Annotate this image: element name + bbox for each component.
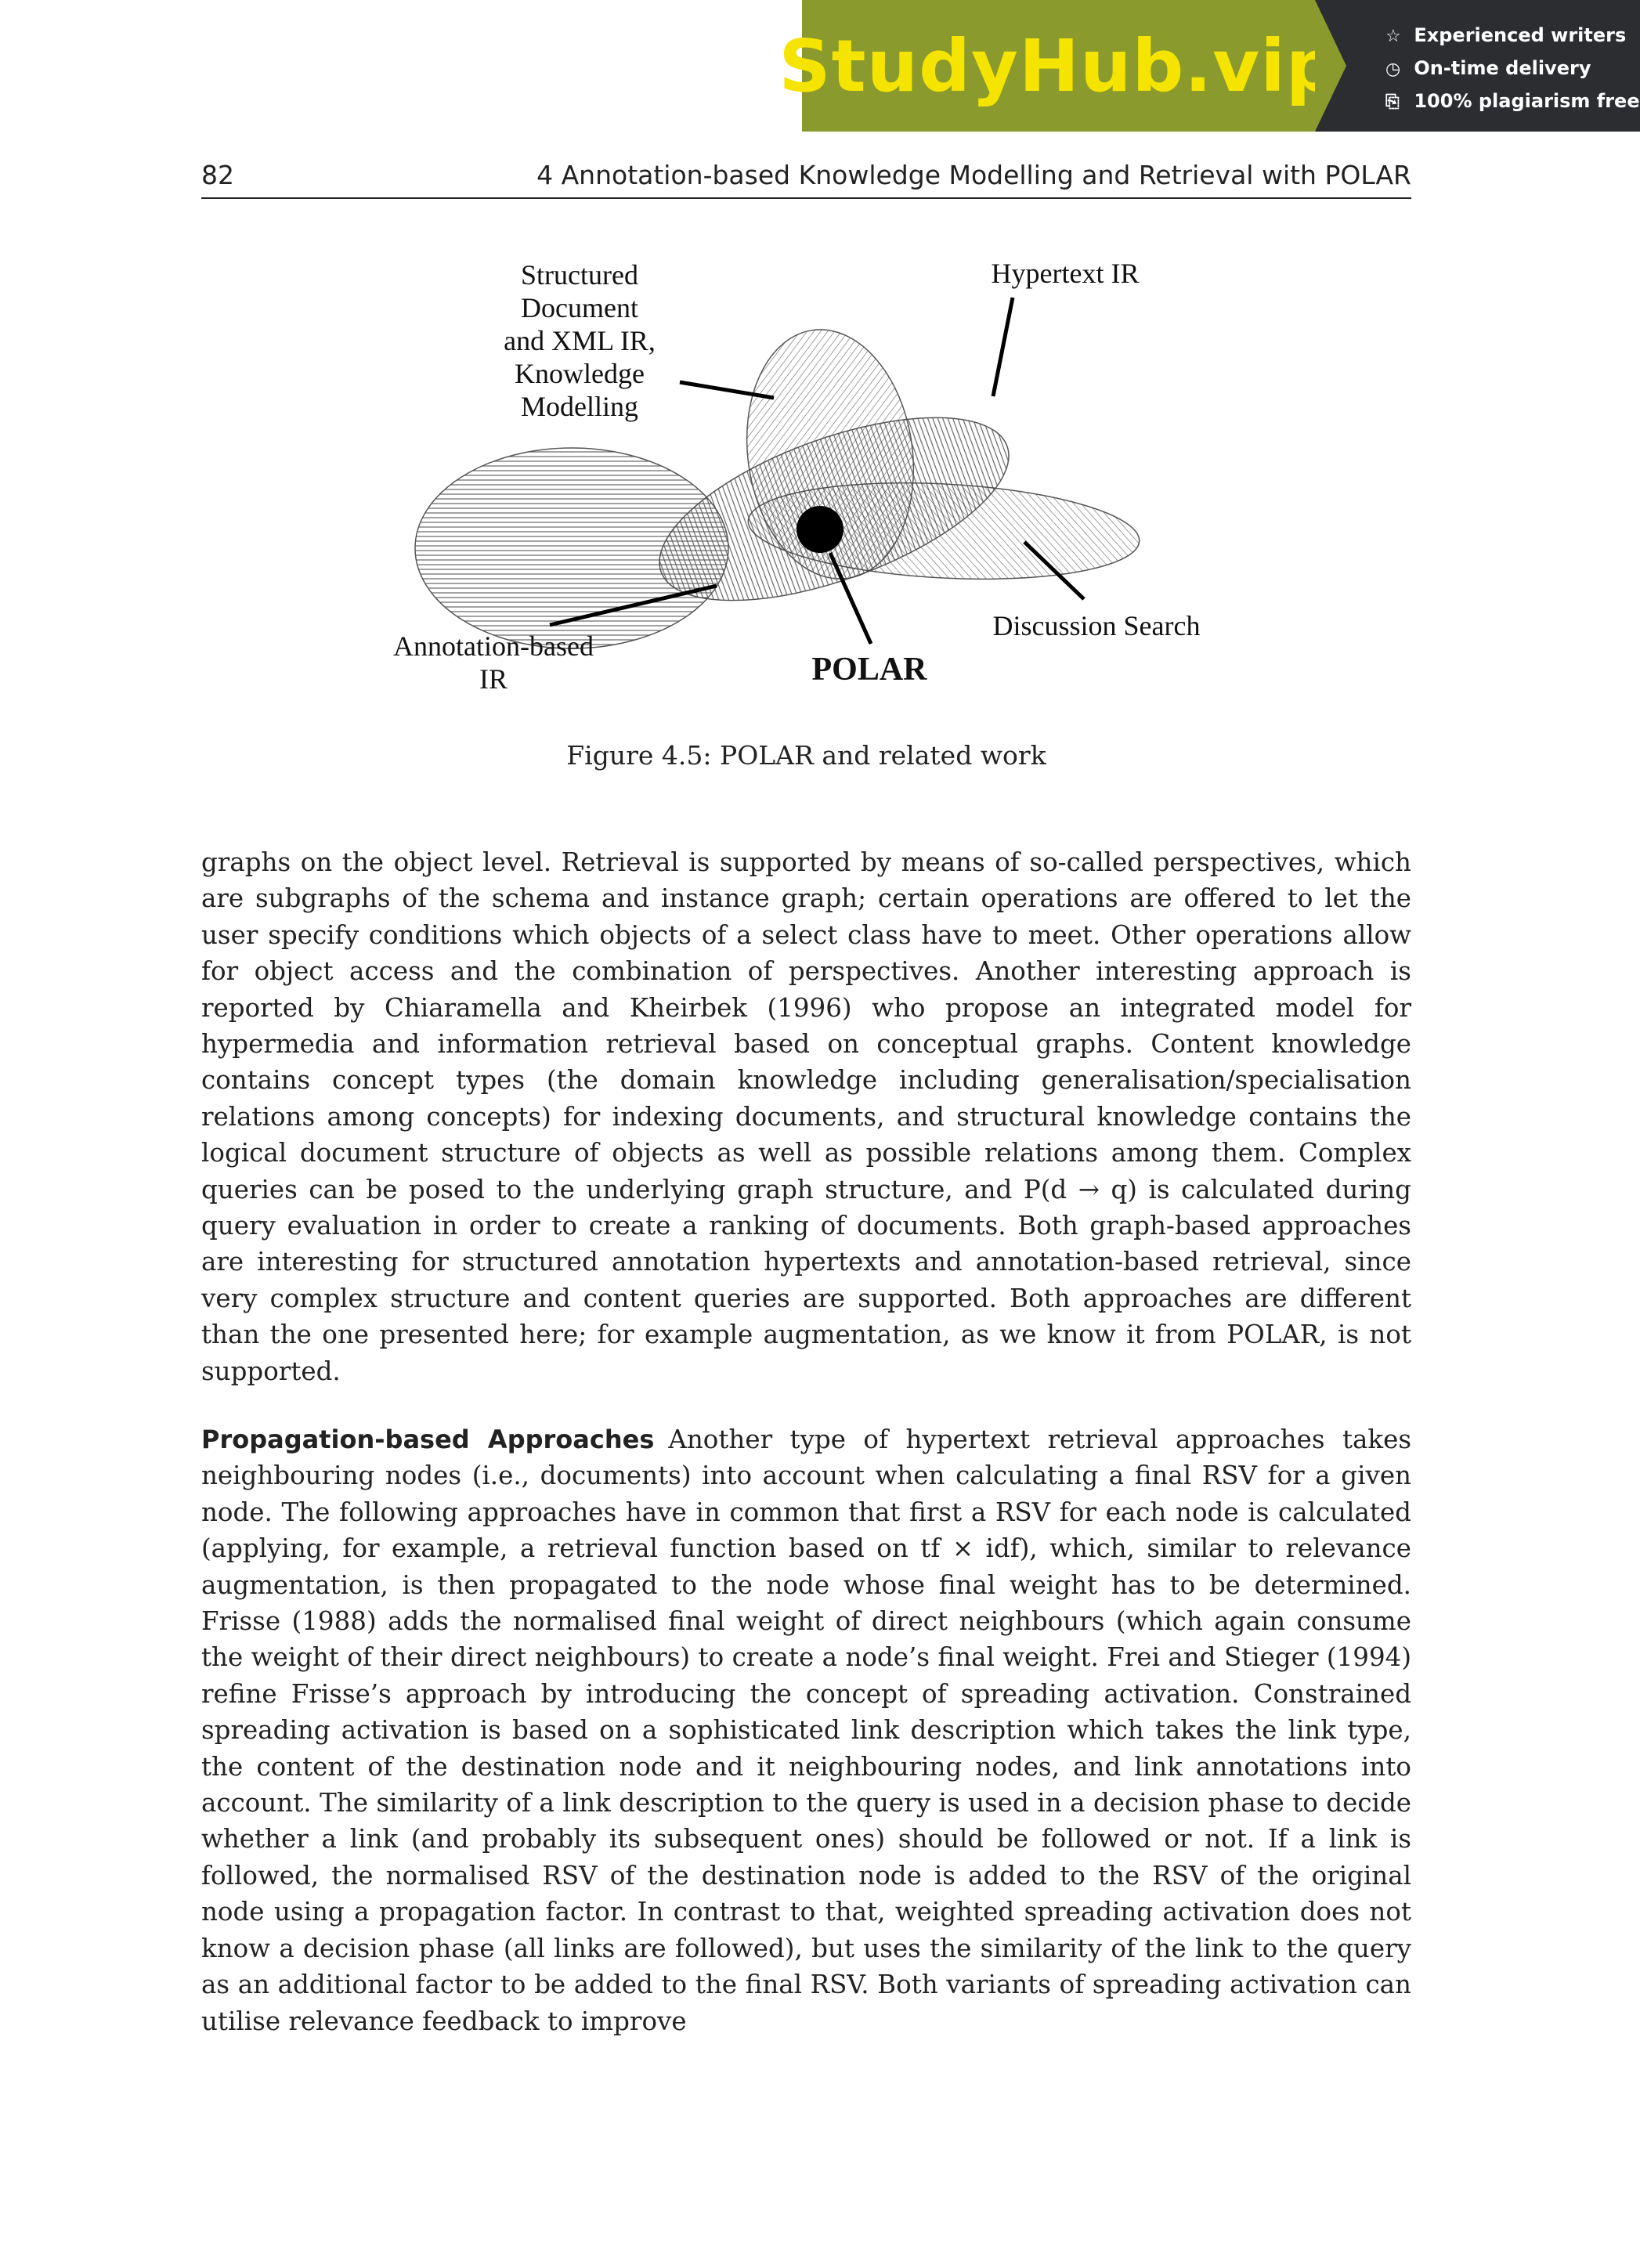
page-header [201, 155, 1411, 199]
feature-item [1385, 85, 1640, 117]
studyhub-logo[interactable] [778, 0, 1338, 132]
running-title: 4 Annotation-based Knowledge Modelling and Retrieval with POLAR [536, 160, 1411, 190]
feature-item [1385, 19, 1640, 52]
pointer-hypertext [993, 298, 1013, 396]
label-line: Document [521, 292, 638, 323]
paragraph-graph-approaches [201, 844, 1411, 1389]
label-structured-document [493, 258, 666, 423]
label-line: Modelling [521, 391, 638, 422]
figure-polar-related-work [345, 243, 1269, 728]
figure-caption: Figure 4.5: POLAR and related work [566, 740, 1046, 771]
logo-text: StudyHub.vip [778, 23, 1338, 108]
label-hypertext-ir: Hypertext IR [991, 258, 1140, 289]
page-number: 82 [201, 160, 234, 190]
label-annotation-ir [376, 630, 611, 695]
paragraph-body [201, 1421, 1411, 2039]
paragraph-propagation-approaches [201, 1421, 1411, 2039]
star-icon: ☆ [1385, 27, 1401, 46]
paragraph-heading: Propagation-based Approaches [201, 1425, 655, 1454]
label-line: Annotation-based [393, 630, 594, 662]
document-icon: ⎘ [1385, 92, 1400, 112]
banner-features [1315, 0, 1640, 132]
label-polar: POLAR [811, 652, 927, 688]
feature-text: On-time delivery [1414, 57, 1591, 79]
label-line: Knowledge [515, 358, 645, 389]
feature-text: Experienced writers [1414, 24, 1627, 46]
label-line: Structured [521, 259, 638, 291]
paragraph-text: Another type of hypertext retrieval approaches takes neighbouring nodes (i.e., documents) into account when calculating a final RSV for a given node. The following approaches have in common that first a RSV for each node is calculated (applying, for example, a retrieval function based on tf × idf), which, similar to relevance augmentation, is then propagated to the node whose final weight has to be determined. Frisse (1988) adds the normalised final weight of direct neighbours (which again consume the weight of their direct neighbours) to create a node’s final weight. Frei and Stieger (1994) refine Frisse’s approach by introducing the concept of spreading activation. Constrained spreading activation is based on a sophisticated link description which takes the link type, the content of the destination node and it neighbouring nodes, and link annotations into account. The similarity of a link description to the query is used in a decision phase to decide whether a link (and probably its subsequent ones) should be followed or not. If a link is followed, the normalised RSV of the destination node is added to the RSV of the original node using a propagation factor. In contrast to that, weighted spreading activation does not know a decision phase (all links are followed), but uses the similarity of the link to the query as an additional factor to be added to the final RSV. Both variants of spreading activation can utilise relevance feedback to improve [201, 1425, 1411, 2036]
paragraph-text: graphs on the object level. Retrieval is supported by means of so-called perspectives, which are subgraphs of the schema and instance graph; certain operations are offered to let the user specify conditions which objects of a select class have to meet. Other operations allow for object access and the combination of perspectives. Another interesting approach is reported by Chiaramella and Kheirbek (1996) who propose an integrated model for hypermedia and information retrieval based on conceptual graphs. Content knowledge contains concept types (the domain knowledge including generalisation/specialisation relations among concepts) for indexing documents, and structural knowledge contains the logical document structure of objects as well as possible relations among them. Complex queries can be posed to the underlying graph structure, and P(d → q) is calculated during query evaluation in order to create a ranking of documents. Both graph-based approaches are interesting for structured annotation hypertexts and annotation-based retrieval, since very complex structure and content queries are supported. Both approaches are different than the one presented here; for example augmentation, as we know it from POLAR, is not supported. [201, 847, 1411, 1386]
label-line: and XML IR, [504, 325, 656, 356]
feature-item [1385, 52, 1640, 85]
polar-dot [797, 506, 843, 553]
ad-banner[interactable] [778, 0, 1640, 132]
clock-icon: ◷ [1385, 60, 1401, 79]
feature-text: 100% plagiarism free [1414, 90, 1640, 112]
label-discussion-search: Discussion Search [992, 610, 1201, 641]
label-line: IR [479, 663, 508, 695]
